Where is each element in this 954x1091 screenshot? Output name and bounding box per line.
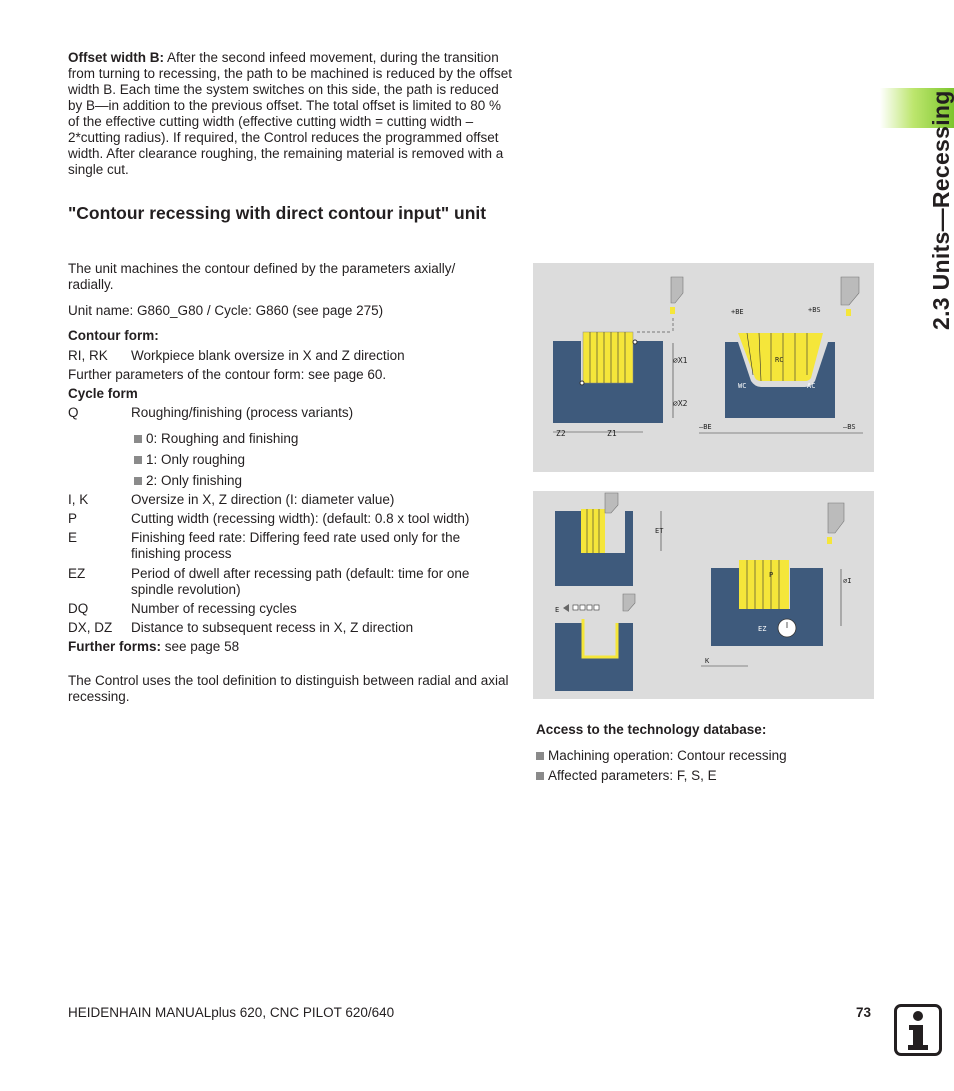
param-key: P [68,511,78,526]
dim-mbe-label: –BE [699,423,712,431]
q-option-text: 2: Only finishing [146,473,243,488]
param-key: I, K [68,492,89,507]
bullet-icon [536,772,544,780]
contour-form-label: Contour form: [68,328,159,343]
dim-pbe-label: +BE [731,308,744,316]
dim-et-label: ET [655,527,664,535]
access-item [536,768,717,784]
q-option [134,431,298,447]
offset-width-paragraph [68,50,513,178]
param-value: Workpiece blank oversize in X and Z direction [131,348,405,363]
chapter-title: 2.3 Units—Recessing [928,90,954,330]
param-key: E [68,530,78,545]
access-item-text: Machining operation: Contour recessing [548,748,787,763]
bullet-icon [134,456,142,464]
dim-k-label: K [705,657,710,665]
access-item [536,748,787,764]
offset-width-text: After the second infeed movement, during the transition from turning to recessing, the path to be machined is reduced by the offset width B. Each time the system switches on this side, the path is reduced by B—in addition to the previous offset. The total offset is limited to 80 % of the effective cutting width (effective cutting width = cutting width –2*cutting radius). If required, the Control reduces the programmed offset width. After clearance roughing, the remaining material is removed with a single cut. [68,50,513,177]
param-key: DQ [68,601,89,616]
page-number: 73 [856,1005,872,1020]
q-option-text: 0: Roughing and finishing [146,431,299,446]
bullet-icon [134,477,142,485]
dim-ez-label: EZ [758,625,767,633]
param-value: Oversize in X, Z direction (I: diameter value) [131,492,395,507]
param-key: DX, DZ [68,620,113,635]
q-option [134,473,242,489]
param-value: Distance to subsequent recess in X, Z direction [131,620,414,635]
dim-z2-label: Z2 [556,429,566,438]
param-key: Q [68,405,79,420]
param-value: Period of dwell after recessing path (default: time for one spindle revolution) [131,566,470,597]
unit-description: The unit machines the contour defined by the parameters axially/ radially. [68,261,456,292]
section-heading: "Contour recessing with direct contour input" unit [68,203,487,223]
further-forms-text: see page 58 [161,639,240,654]
unit-name: Unit name: G860_G80 / Cycle: G860 (see page 275) [68,303,384,318]
bullet-icon [536,752,544,760]
footer-title: HEIDENHAIN MANUALplus 620, CNC PILOT 620/640 [68,1005,395,1020]
dim-p-label: P [769,571,774,579]
param-value: Roughing/finishing (process variants) [131,405,354,420]
offset-width-label: Offset width B: [68,50,164,65]
cycle-form-label: Cycle form [68,386,138,401]
dim-x2-label: ⌀X2 [673,399,688,408]
dim-pbs-label: +BS [808,306,821,314]
param-value: Cutting width (recessing width): (default: 0.8 x tool width) [131,511,470,526]
access-item-text: Affected parameters: F, S, E [548,768,717,783]
further-forms [68,639,239,655]
technology-database-label: Access to the technology database: [536,722,767,737]
dim-i-label: ⌀I [843,577,852,585]
contour-recessing-figure [533,263,874,472]
recessing-parameters-figure [533,491,874,699]
param-value: Number of recessing cycles [131,601,297,616]
dim-z1-label: Z1 [607,429,617,438]
dim-x1-label: ⌀X1 [673,356,688,365]
dim-rc-label: RC [775,356,784,364]
dim-ac-label: AC [807,382,816,390]
param-value: Finishing feed rate: Differing feed rate used only for the finishing process [131,530,461,561]
dim-e-label: E [555,606,560,614]
q-option [134,452,245,468]
further-forms-label: Further forms: [68,639,162,654]
further-params: Further parameters of the contour form: see page 60. [68,367,387,382]
param-key: EZ [68,566,86,581]
dim-wc-label: WC [738,382,747,390]
q-option-text: 1: Only roughing [146,452,246,467]
tool-definition-note: The Control uses the tool definition to distinguish between radial and axial recessing. [68,673,509,704]
dim-mbs-label: –BS [843,423,856,431]
bullet-icon [134,435,142,443]
info-icon [894,1004,942,1056]
param-key: RI, RK [68,348,108,363]
